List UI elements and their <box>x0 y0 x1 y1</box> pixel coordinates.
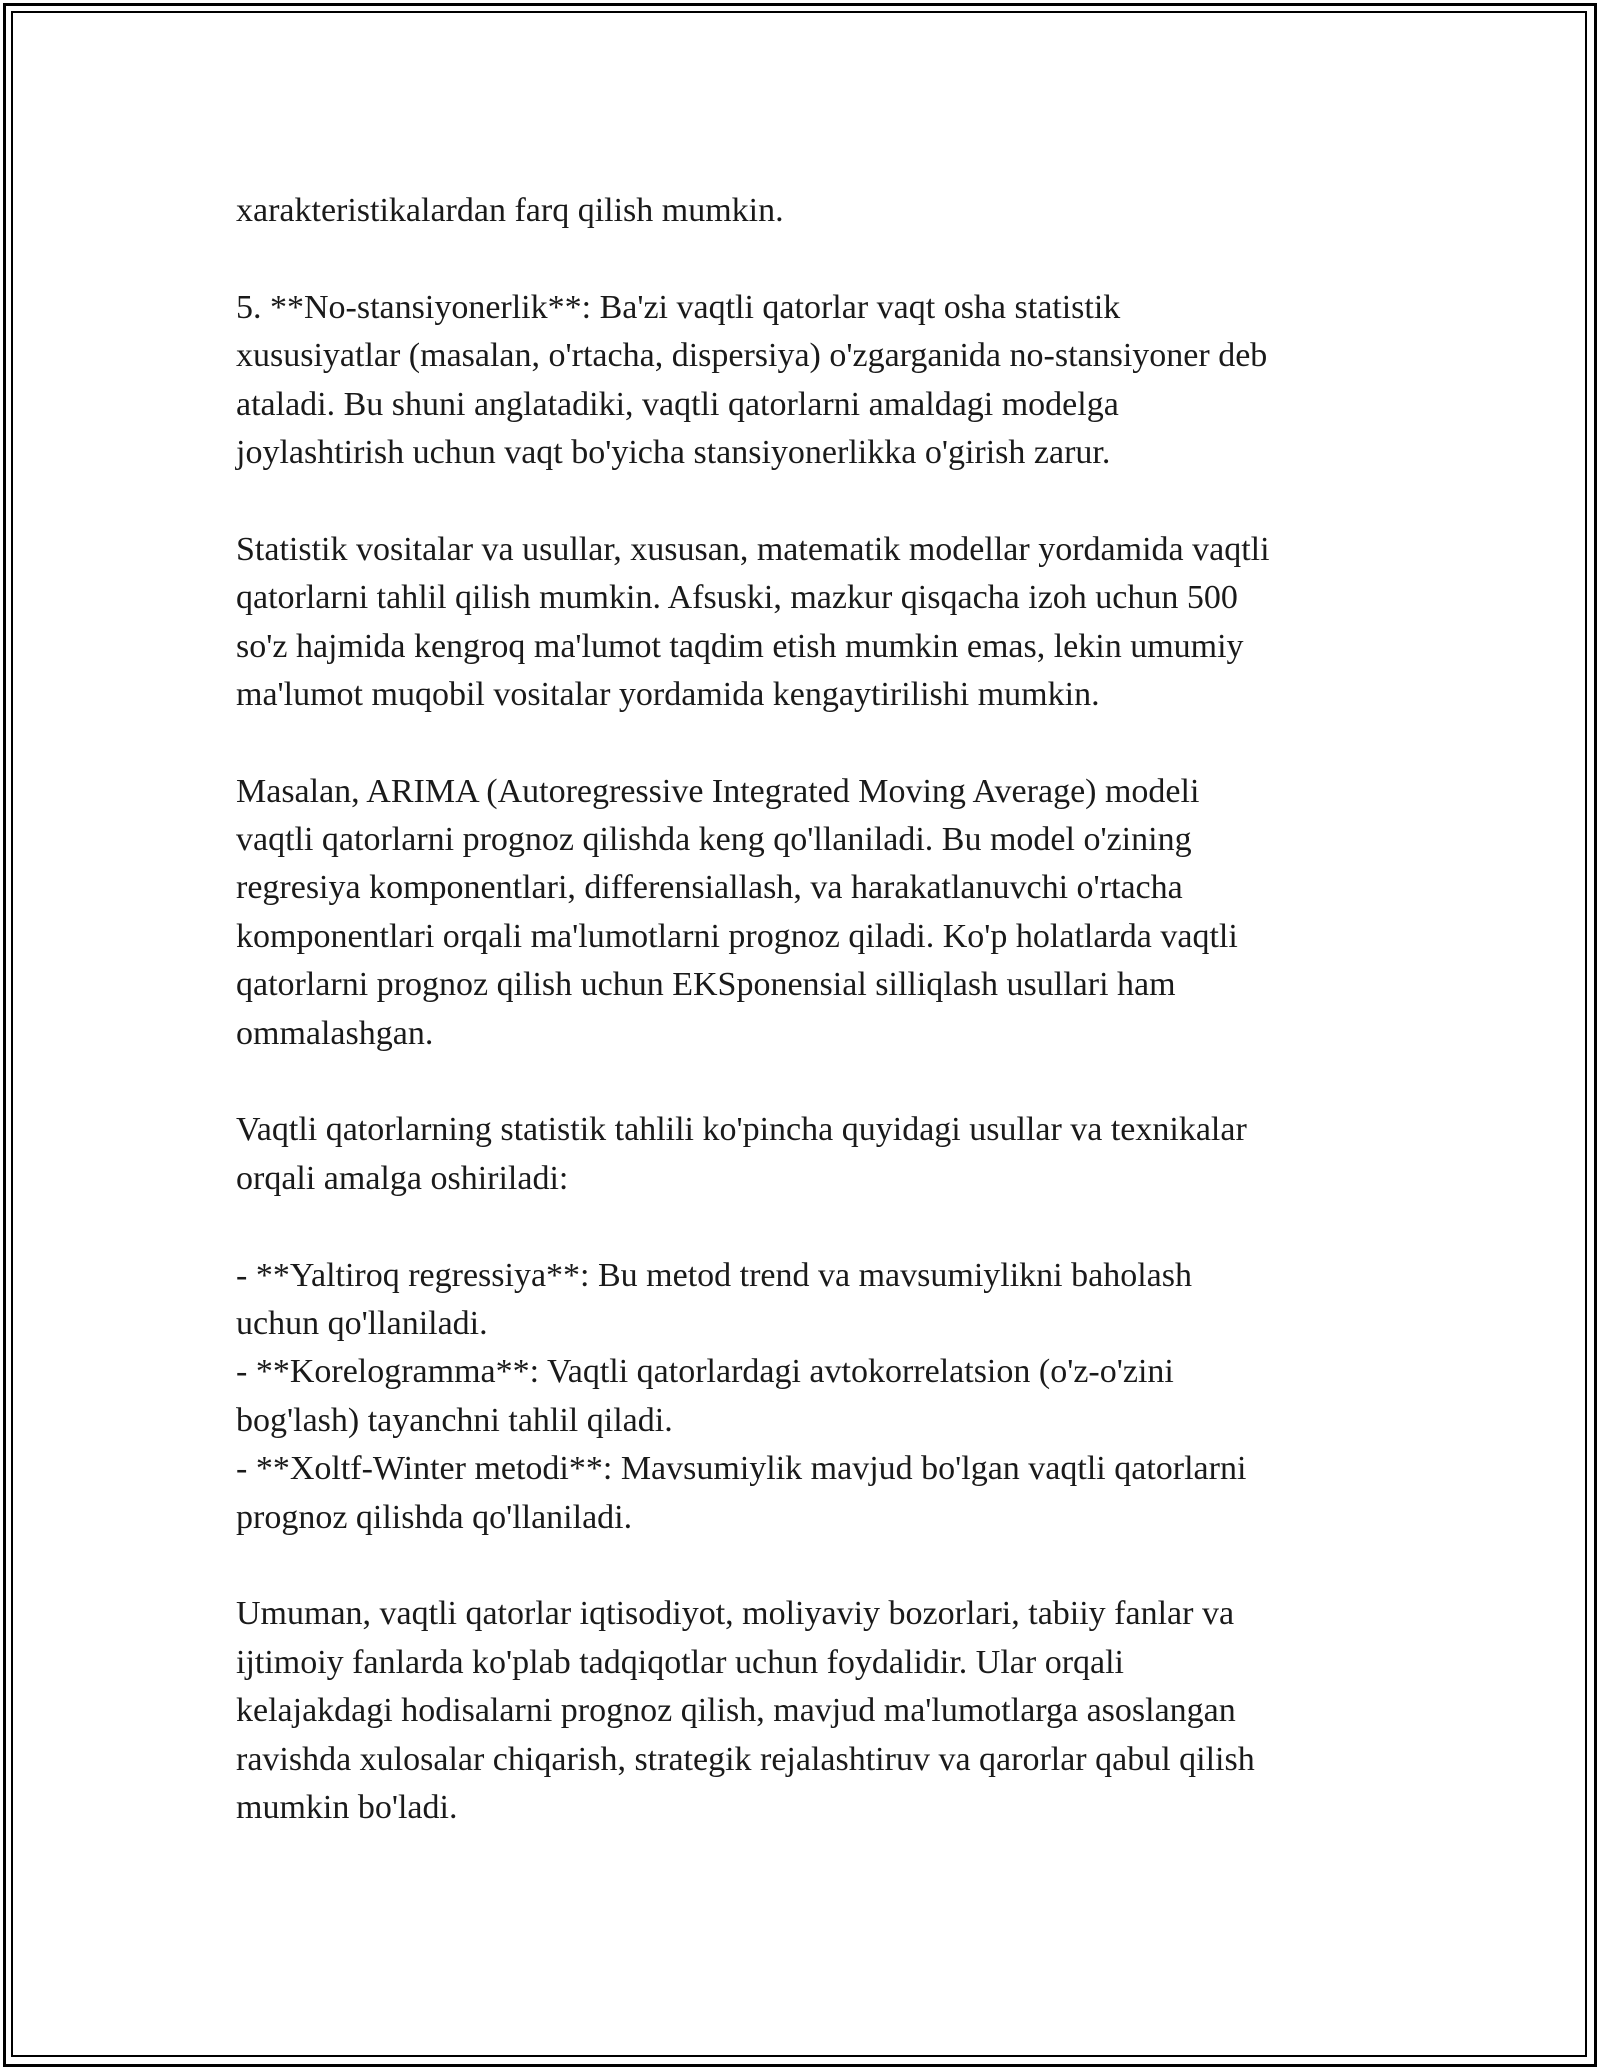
text-line: qatorlarni prognoz qilish uchun EKSponensial silliqlash usullari ham <box>236 966 1176 1004</box>
text-line: uchun qo'llaniladi. <box>236 1304 488 1342</box>
text-line: - **Xoltf-Winter metodi**: Mavsumiylik mavjud bo'lgan vaqtli qatorlarni <box>236 1450 1247 1488</box>
text-line: ma'lumot muqobil vositalar yordamida kengaytirilishi mumkin. <box>236 675 1100 713</box>
paragraph-3 <box>236 526 1366 720</box>
text-line: ommalashgan. <box>236 1014 434 1052</box>
paragraph-6 <box>236 1252 1366 1542</box>
text-line: mumkin bo'ladi. <box>236 1788 458 1826</box>
paragraph-5 <box>236 1106 1366 1203</box>
text-line: so'z hajmida kengroq ma'lumot taqdim etish mumkin emas, lekin umumiy <box>236 627 1244 665</box>
paragraph-1 <box>236 187 1366 235</box>
text-line: - **Korelogramma**: Vaqtli qatorlardagi avtokorrelatsion (o'z-o'zini <box>236 1353 1174 1391</box>
text-line: qatorlarni tahlil qilish mumkin. Afsuski, mazkur qisqacha izoh uchun 500 <box>236 579 1238 617</box>
text-line: joylashtirish uchun vaqt bo'yicha stansiyonerlikka o'girish zarur. <box>236 433 1111 471</box>
document-body <box>236 187 1366 1832</box>
text-line: Statistik vositalar va usullar, xususan, matematik modellar yordamida vaqtli <box>236 530 1270 568</box>
paragraph-7 <box>236 1590 1366 1832</box>
text-line: xususiyatlar (masalan, o'rtacha, dispersiya) o'zgarganida no-stansiyoner deb <box>236 337 1268 375</box>
text-line: 5. **No-stansiyonerlik**: Ba'zi vaqtli qatorlar vaqt osha statistik <box>236 288 1121 326</box>
text-line: regresiya komponentlari, differensiallash, va harakatlanuvchi o'rtacha <box>236 869 1183 907</box>
paragraph-4 <box>236 768 1366 1058</box>
text-line: ataladi. Bu shuni anglatadiki, vaqtli qatorlarni amaldagi modelga <box>236 385 1119 423</box>
text-line: orqali amalga oshiriladi: <box>236 1159 569 1197</box>
text-line: ijtimoiy fanlarda ko'plab tadqiqotlar uchun foydalidir. Ular orqali <box>236 1643 1125 1681</box>
text-line: - **Yaltiroq regressiya**: Bu metod trend va mavsumiylikni baholash <box>236 1256 1192 1294</box>
text-line: xarakteristikalardan farq qilish mumkin. <box>236 192 784 229</box>
paragraph-2 <box>236 284 1366 478</box>
text-line: Umuman, vaqtli qatorlar iqtisodiyot, moliyaviy bozorlari, tabiiy fanlar va <box>236 1595 1235 1633</box>
text-line: bog'lash) tayanchni tahlil qiladi. <box>236 1401 673 1439</box>
text-line: prognoz qilishda qo'llaniladi. <box>236 1498 633 1536</box>
text-line: Vaqtli qatorlarning statistik tahlili ko'pincha quyidagi usullar va texnikalar <box>236 1111 1247 1149</box>
text-line: kelajakdagi hodisalarni prognoz qilish, mavjud ma'lumotlarga asoslangan <box>236 1692 1236 1730</box>
text-line: komponentlari orqali ma'lumotlarni prognoz qiladi. Ko'p holatlarda vaqtli <box>236 917 1238 955</box>
text-line: ravishda xulosalar chiqarish, strategik rejalashtiruv va qarorlar qabul qilish <box>236 1740 1255 1778</box>
text-line: vaqtli qatorlarni prognoz qilishda keng qo'llaniladi. Bu model o'zining <box>236 821 1192 859</box>
text-line: Masalan, ARIMA (Autoregressive Integrated Moving Average) modeli <box>236 772 1200 810</box>
